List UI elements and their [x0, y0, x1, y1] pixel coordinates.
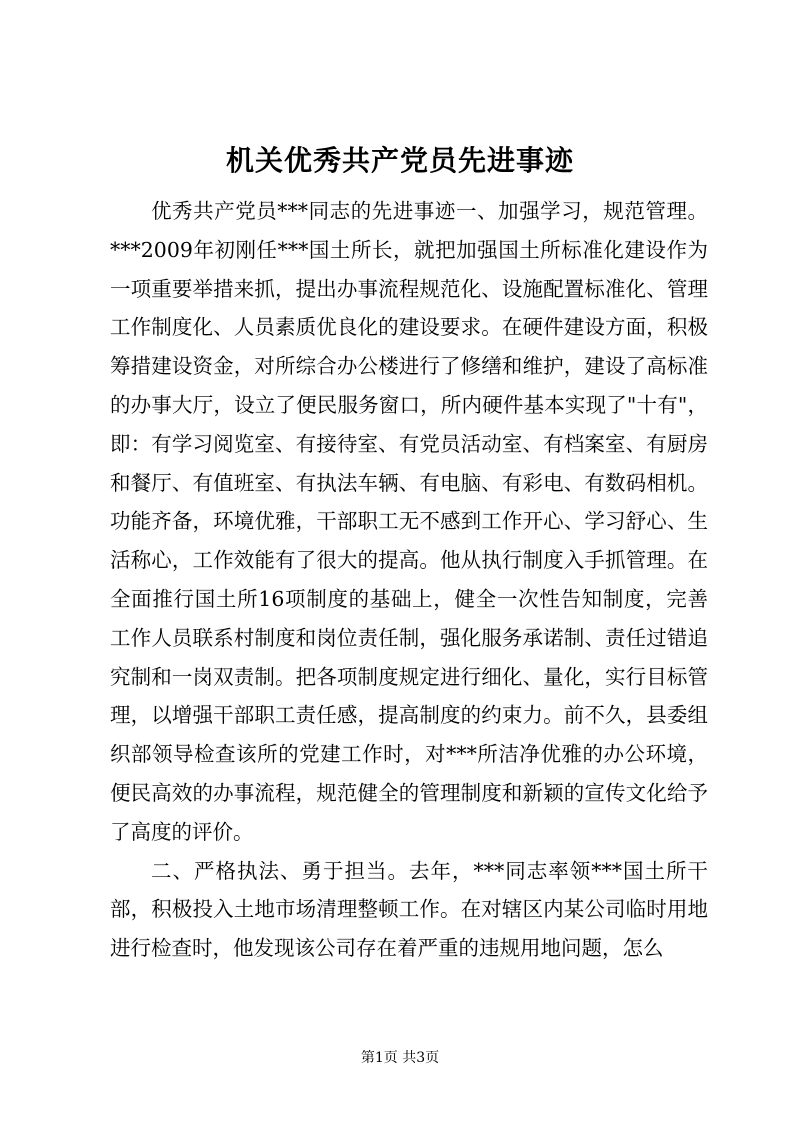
document-title: 机关优秀共产党员先进事迹	[225, 144, 574, 177]
document-body	[110, 192, 708, 968]
page-footer: 第1页 共3页	[360, 1050, 440, 1066]
paragraph-2: 二、严格执法、勇于担当。去年，***同志率领***国土所干部，积极投入土地市场清理整顿工作。在对辖区内某公司临时用地进行检查时，他发现该公司存在着严重的违规用地问题，怎么	[110, 858, 708, 961]
paragraph-1: 优秀共产党员***同志的先进事迹一、加强学习，规范管理。***2009年初刚任***国土所长，就把加强国土所标准化建设作为一项重要举措来抓，提出办事流程规范化、设施配置标准化、管理工作制度化、人员素质优良化的建设要求。在硬件建设方面，积极筹措建设资金，对所综合办公楼进行了修缮和维护，建设了高标准的办事大厅，设立了便民服务窗口，所内硬件基本实现了"十有"，即：有学习阅览室、有接待室、有党员活动室、有档案室、有厨房和餐厅、有值班室、有执法车辆、有电脑、有彩电、有数码相机。功能齐备，环境优雅，干部职工无不感到工作开心、学习舒心、生活称心，工作效能有了很大的提高。他从执行制度入手抓管理。在全面推行国土所16项制度的基础上，健全一次性告知制度，完善工作人员联系村制度和岗位责任制，强化服务承诺制、责任过错追究制和一岗双责制。把各项制度规定进行细化、量化，实行目标管理，以增强干部职工责任感，提高制度的约束力。前不久，县委组织部领导检查该所的党建工作时，对***所洁净优雅的办公环境，便民高效的办事流程，规范健全的管理制度和新颖的宣传文化给予了高度的评价。	[110, 199, 708, 844]
